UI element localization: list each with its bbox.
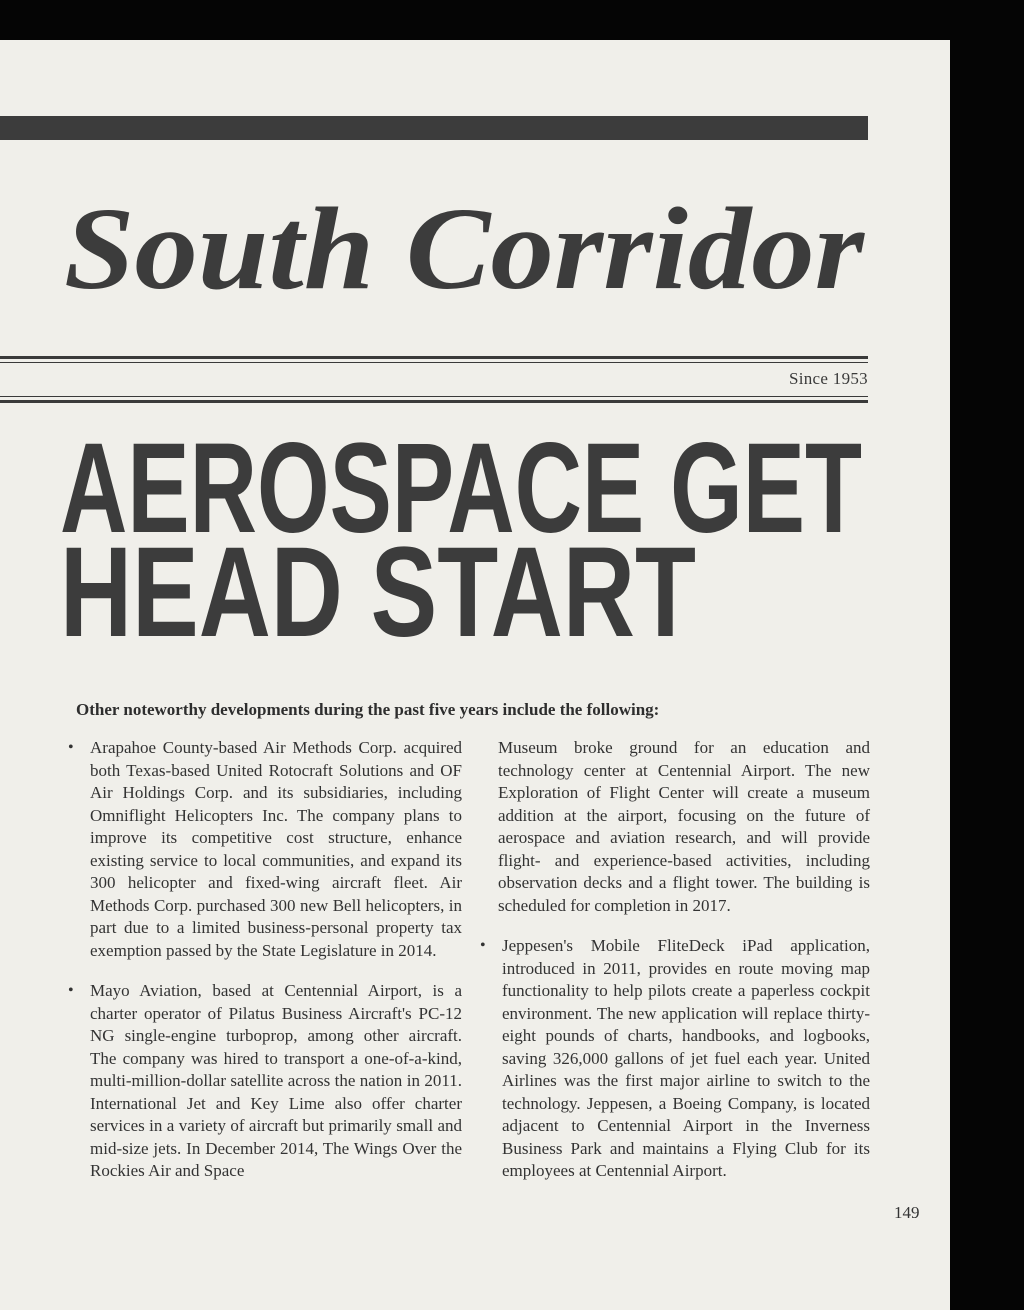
list-item-text: Jeppesen's Mobile FliteDeck iPad application, introduced in 2011, provides en route moving map functionality to help pilots create a paperless cockpit environment. The new application will replace thirty-eight pounds of charts, handbooks, and logbooks, saving 326,000 gallons of jet fuel each year. United Airlines was the first major airline to switch to the technology. Jeppesen, a Boeing Company, is located adjacent to Centennial Airport in the Inverness Business Park and maintains a Flying Club for its employees at Centennial Airport. bbox=[502, 936, 870, 1180]
top-black-bar bbox=[0, 116, 868, 140]
headline-svg bbox=[58, 417, 870, 664]
page-number: 149 bbox=[894, 1203, 920, 1222]
bullet-icon: • bbox=[68, 739, 74, 756]
masthead-title-svg bbox=[58, 178, 870, 328]
headline-line-1: AEROSPACE GET bbox=[60, 417, 862, 560]
list-item bbox=[66, 737, 462, 962]
masthead bbox=[58, 178, 870, 328]
masthead-title: South Corridor bbox=[64, 183, 866, 314]
rule-top-thick bbox=[0, 356, 868, 359]
rule-bottom-thin bbox=[0, 396, 868, 397]
headline bbox=[58, 417, 870, 664]
rule-top-thin bbox=[0, 362, 868, 363]
list-item-text: Mayo Aviation, based at Centennial Airport, is a charter operator of Pilatus Business Aircraft's PC-12 NG single-engine turboprop, among other aircraft. The company was hired to transport a one-of-a-kind, multi-million-dollar satellite across the nation in 2011. International Jet and Key Lime also offer charter services in a variety of aircraft but primarily small and mid-size jets. In December 2014, The Wings Over the Rockies Air and Space bbox=[90, 981, 462, 1180]
list-item-text: Arapahoe County-based Air Methods Corp. acquired both Texas-based United Rotocraft Solutions and OF Air Holdings Corp. and its subsidiaries, including Omniflight Helicopters Inc. The company plans to improve its competitive cost structure, enhance existing service to local communities, and expand its 300 helicopter and fixed-wing aircraft fleet. Air Methods Corp. purchased 300 new Bell helicopters, in part due to a limited business-personal property tax exemption passed by the State Legislature in 2014. bbox=[90, 738, 462, 960]
intro-text: Other noteworthy developments during the past five years include the following: bbox=[76, 700, 660, 719]
rule-bottom-thick bbox=[0, 400, 868, 403]
right-column bbox=[478, 737, 870, 1201]
headline-line-2: HEAD START bbox=[60, 521, 696, 664]
continued-text: Museum broke ground for an education and technology center at Centennial Airport. The new Exploration of Flight Center will create a museum addition at the airport, focusing on the future of aerospace and aviation research, and will provide flight- and experience-based activities, including observation decks and a flight tower. The building is scheduled for completion in 2017. bbox=[498, 738, 870, 915]
list-item bbox=[478, 935, 870, 1183]
bullet-icon: • bbox=[68, 982, 74, 999]
since-label: Since 1953 bbox=[788, 369, 868, 388]
list-item bbox=[66, 980, 462, 1183]
left-column bbox=[66, 737, 462, 1201]
bullet-icon: • bbox=[480, 937, 486, 954]
